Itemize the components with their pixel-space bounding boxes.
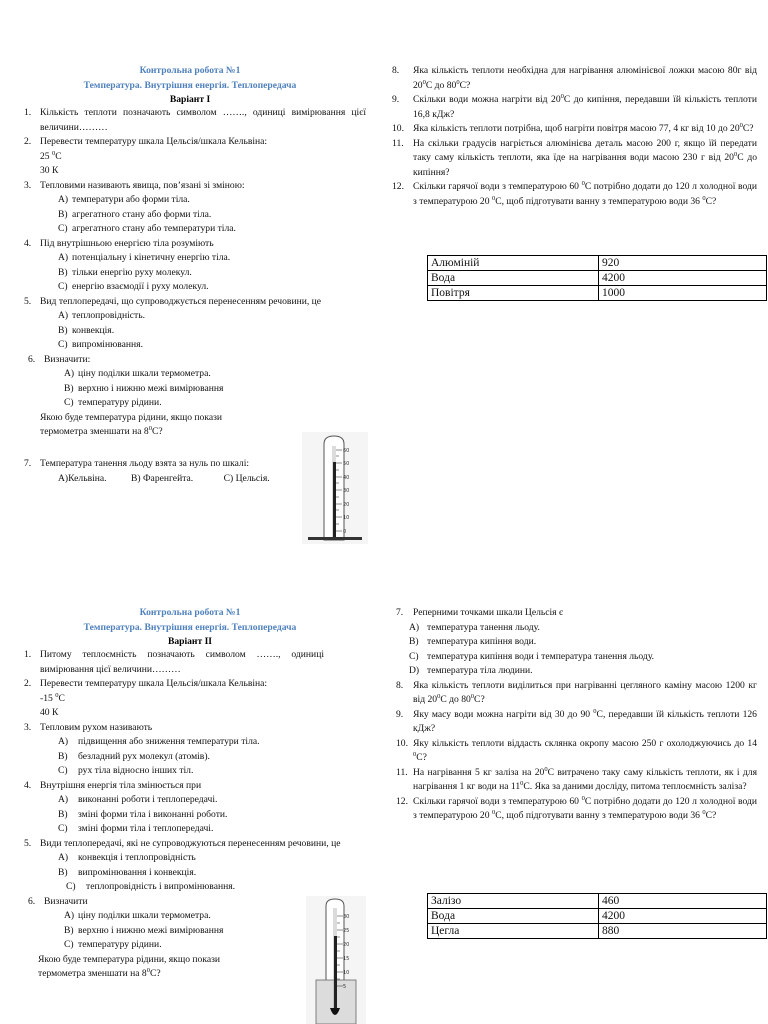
value-kelvin: 30 К — [40, 165, 59, 176]
table-row — [428, 271, 767, 286]
question-11: 11. На нагрівання 5 кг заліза на $20^0С$ витрачено таку саму кількість теплоти, як і для нагрівання 1 кг води на $11^0С$. Яка за даними досліду, питома теплоємність заліза? — [396, 765, 757, 792]
table-cell-value: 1000 — [599, 286, 767, 301]
question-number: 11. — [396, 766, 408, 778]
question-number: 2. — [24, 136, 32, 147]
question-9: 9. Яку масу води можна нагріти від 30 до 90 $^0$С, передавши їй кількість теплоти 126 кДж? — [396, 707, 757, 734]
scale-label: 30 — [343, 488, 350, 494]
question-number: 5. — [24, 295, 32, 307]
question-3 — [24, 179, 366, 237]
question-5 — [24, 837, 369, 895]
question-10: 10. Яка кількість теплоти потрібна, щоб нагріти повітря масою 77, 4 кг від 10 до $20^0С$? — [392, 122, 757, 137]
question-number: 4. — [24, 779, 32, 791]
page-title: Контрольна робота №1 — [139, 65, 241, 76]
variant1-header — [20, 64, 360, 108]
option-b[interactable]: В) агрегатного стану або форми тіла. — [58, 208, 212, 220]
scale-label: 25 — [343, 928, 350, 934]
option-a[interactable]: А) ціну поділки шкали термометра. — [64, 910, 211, 921]
option-a[interactable]: А) підвищення або зниження температури тіла. — [58, 736, 260, 747]
option-c[interactable]: С) Цельсія. — [223, 472, 270, 484]
option-c[interactable]: С) температура кипіння води і температура танення льоду. — [409, 650, 655, 662]
question-number: 6. — [28, 895, 36, 907]
question-5 — [24, 295, 366, 353]
scale-label: 20 — [343, 942, 350, 948]
option-c[interactable]: С) теплопровідність і випромінювання. — [66, 881, 236, 892]
scale-label: 15 — [343, 956, 350, 962]
value-celsius: 25 $^0$С — [40, 149, 62, 162]
question-number: 7. — [396, 607, 404, 618]
question-7 — [396, 606, 757, 621]
scale-label: 40 — [343, 475, 350, 481]
question-text: Реперними точками шкали Цельсія є — [413, 607, 564, 618]
variant2-header — [20, 606, 360, 650]
scale-label: 5 — [343, 984, 347, 990]
heat-capacity-table — [427, 893, 767, 939]
value-celsius: -15 $^0$С — [40, 691, 65, 704]
variant2-right-questions — [396, 606, 757, 824]
option-c[interactable]: С) рух тіла відносно інших тіл. — [58, 765, 194, 776]
table-cell-value: 880 — [599, 924, 767, 939]
question-1 — [24, 106, 366, 135]
table-row — [428, 286, 767, 301]
table-cell-name: Вода — [428, 271, 599, 286]
variant-label: Варіант I — [169, 94, 211, 105]
option-a[interactable]: А) потенціальну і кінетичну енергію тіла. — [58, 252, 231, 263]
question-6 — [28, 895, 288, 953]
option-b[interactable]: В) верхню і нижню межі вимірювання — [64, 382, 224, 394]
question-4 — [24, 779, 369, 837]
option-b[interactable]: В) випромінювання і конвекція. — [58, 866, 197, 878]
option-b[interactable]: В) конвекція. — [58, 324, 115, 336]
variant1-right-questions — [392, 64, 757, 209]
question-text: Перевести температуру шкала Цельсія/шкала Кельвіна: — [40, 136, 268, 147]
option-c[interactable]: С) випромінювання. — [58, 339, 143, 350]
option-a[interactable]: А)Кельвіна. — [58, 472, 107, 484]
question-text: Внутрішня енергія тіла змінюється при — [40, 779, 202, 791]
scale-label: 10 — [343, 970, 350, 976]
question-number: 3. — [24, 721, 32, 733]
option-b[interactable]: В) верхню і нижню межі вимірювання — [64, 924, 224, 936]
scale-label: 60 — [343, 448, 350, 454]
question-number: 3. — [24, 179, 32, 191]
question-text: Температура танення льоду взята за нуль по шкалі: — [40, 458, 250, 469]
question-text: Перевести температуру шкала Цельсія/шкала Кельвіна: — [40, 678, 268, 689]
option-a[interactable]: А) ціну поділки шкали термометра. — [64, 368, 211, 379]
table-row — [428, 256, 767, 271]
option-b[interactable]: В) зміні форми тіла і виконанні роботи. — [58, 808, 228, 820]
option-d[interactable]: D) температура тіла людини. — [409, 665, 533, 676]
question-number: 10. — [396, 737, 408, 749]
variant1-left-questions — [24, 106, 366, 440]
question-12: 12. Скільки гарячої води з температурою 60 $^0$С потрібно додати до 120 л холодної води з температурою 20 $^0$С, щоб підготувати ванну з температурою води 36 $^0$С? — [392, 180, 757, 207]
question-number: 5. — [24, 837, 32, 849]
option-a[interactable]: А) температури або форми тіла. — [58, 194, 190, 205]
thermometer-image — [302, 432, 368, 544]
question-text: Види теплопередачі, які не супроводжуються перенесенням речовини, це — [40, 837, 341, 849]
page-subtitle: Температура. Внутрішня енергія. Теплопередача — [83, 79, 297, 91]
question-text: Вид теплопередачі, що супроводжується перенесенням речовини, це — [40, 295, 322, 307]
question-number: 7. — [24, 458, 32, 469]
question-text: Під внутрішньою енергією тіла розуміють — [40, 237, 214, 249]
question-text: Кількість теплоти позначають символом ……., одиниці вимірювання цієї величини……… — [40, 107, 366, 133]
option-a[interactable]: А) теплопровідність. — [58, 310, 145, 321]
question-number: 12. — [396, 795, 408, 807]
scale-label: 50 — [343, 461, 350, 467]
table-cell-name: Повітря — [428, 286, 599, 301]
option-c[interactable]: С) енергію взаємодії і руху молекул. — [58, 281, 209, 292]
option-c[interactable]: С) температуру рідини. — [64, 939, 162, 950]
table-cell-value: 4200 — [599, 909, 767, 924]
question-6-extra: Якою буде температура рідини, якщо покази термометра зменшати на $8^0С$? — [40, 411, 223, 437]
question-12: 12. Скільки гарячої води з температурою 60 $^0$С потрібно додати до 120 л холодної води з температурою 20 $^0$С, щоб підготувати ванну з температурою води 36 $^0$С? — [396, 794, 757, 821]
scale-label: 20 — [343, 502, 350, 508]
question-text: Визначити — [44, 895, 88, 907]
table-cell-name: Вода — [428, 909, 599, 924]
question-1 — [24, 648, 324, 677]
question-8: 8. Яка кількість теплоти необхідна для нагрівання алюмінієвої ложки масою 80г від $20^0С$ до $80^0С$? — [392, 65, 757, 91]
question-text: Питому теплоємність позначають символом ……., одиниці вимірювання цієї величини……… — [40, 649, 324, 675]
question-number: 9. — [396, 708, 404, 720]
question-number: 12. — [392, 181, 404, 192]
question-text: Тепловими називають явища, пов’язані зі зміною: — [40, 179, 245, 191]
question-6-extra: Якою буде температура рідини, якщо покази термометра зменшати на $8^0С$? — [38, 953, 221, 979]
question-number: 1. — [24, 107, 32, 118]
option-c[interactable]: С) агрегатного стану або температури тіла. — [58, 223, 236, 234]
variant-label: Варіант II — [167, 636, 213, 647]
question-number: 8. — [396, 679, 404, 691]
table-cell-name: Цегла — [428, 924, 599, 939]
question-8: 8. Яка кількість теплоти виділиться при нагріванні цегляного каміну масою 1200 кг від $20^0С$ до $80^0С$? — [396, 679, 757, 705]
question-number: 8. — [392, 65, 400, 76]
question-6 — [28, 353, 288, 411]
question-2 — [24, 677, 369, 721]
page-subtitle: Температура. Внутрішня енергія. Теплопередача — [83, 621, 297, 633]
thermometer-image — [306, 896, 366, 1024]
question-number: 10. — [392, 123, 404, 134]
table-cell-name: Алюміній — [428, 256, 599, 271]
option-c[interactable]: С) температуру рідини. — [64, 397, 162, 408]
question-text: Тепловим рухом називають — [40, 721, 153, 733]
scale-label: 10 — [343, 515, 350, 521]
table-row — [428, 924, 767, 939]
question-3 — [24, 721, 369, 779]
question-4 — [24, 237, 366, 295]
page-title: Контрольна робота №1 — [139, 607, 241, 618]
option-a[interactable]: А) виконанні роботи і теплопередачі. — [58, 794, 218, 805]
question-9: 9. Скільки води можна нагріти від $20^0С$ до кипіння, передавши їй кількість теплоти 16,8 кДж? — [392, 93, 757, 120]
option-a[interactable]: А) конвекція і теплопровідність — [58, 852, 196, 863]
scale-label: 30 — [343, 914, 350, 920]
question-text: Визначити: — [44, 353, 91, 365]
scale-label: 0 — [343, 529, 347, 535]
table-cell-value: 4200 — [599, 271, 767, 286]
table-row — [428, 894, 767, 909]
heat-capacity-table — [427, 255, 767, 301]
option-b[interactable]: В) безладний рух молекул (атомів). — [58, 750, 210, 762]
question-11: 11. На скільки градусів нагріється алюмінієва деталь масою 200 г, якщо їй передати таку саму кількість теплоти, яка їде на нагрівання води масою 230 г від $20^0С$ до кипіння? — [392, 137, 758, 178]
question-7 — [24, 457, 314, 486]
table-cell-name: Залізо — [428, 894, 599, 909]
question-number: 9. — [392, 94, 400, 105]
question-number: 4. — [24, 237, 32, 249]
option-a[interactable]: А) температура танення льоду. — [409, 621, 540, 633]
table-cell-value: 460 — [599, 894, 767, 909]
option-b[interactable]: В) температура кипіння води. — [409, 636, 537, 647]
table-row — [428, 909, 767, 924]
question-number: 1. — [24, 649, 32, 660]
value-kelvin: 40 К — [40, 707, 59, 718]
question-number: 11. — [392, 137, 404, 149]
question-10: 10. Яку кількість теплоти віддасть склянка окропу масою 250 г охолоджуючись до 14 $^0$С? — [396, 737, 757, 763]
question-number: 6. — [28, 353, 36, 365]
question-number: 2. — [24, 678, 32, 689]
option-b[interactable]: В) Фаренгейта. — [130, 472, 194, 484]
question-2 — [24, 135, 366, 179]
option-b[interactable]: В) тільки енергію руху молекул. — [58, 266, 192, 278]
option-c[interactable]: С) зміні форми тіла і теплопередачі. — [58, 823, 214, 834]
table-cell-value: 920 — [599, 256, 767, 271]
